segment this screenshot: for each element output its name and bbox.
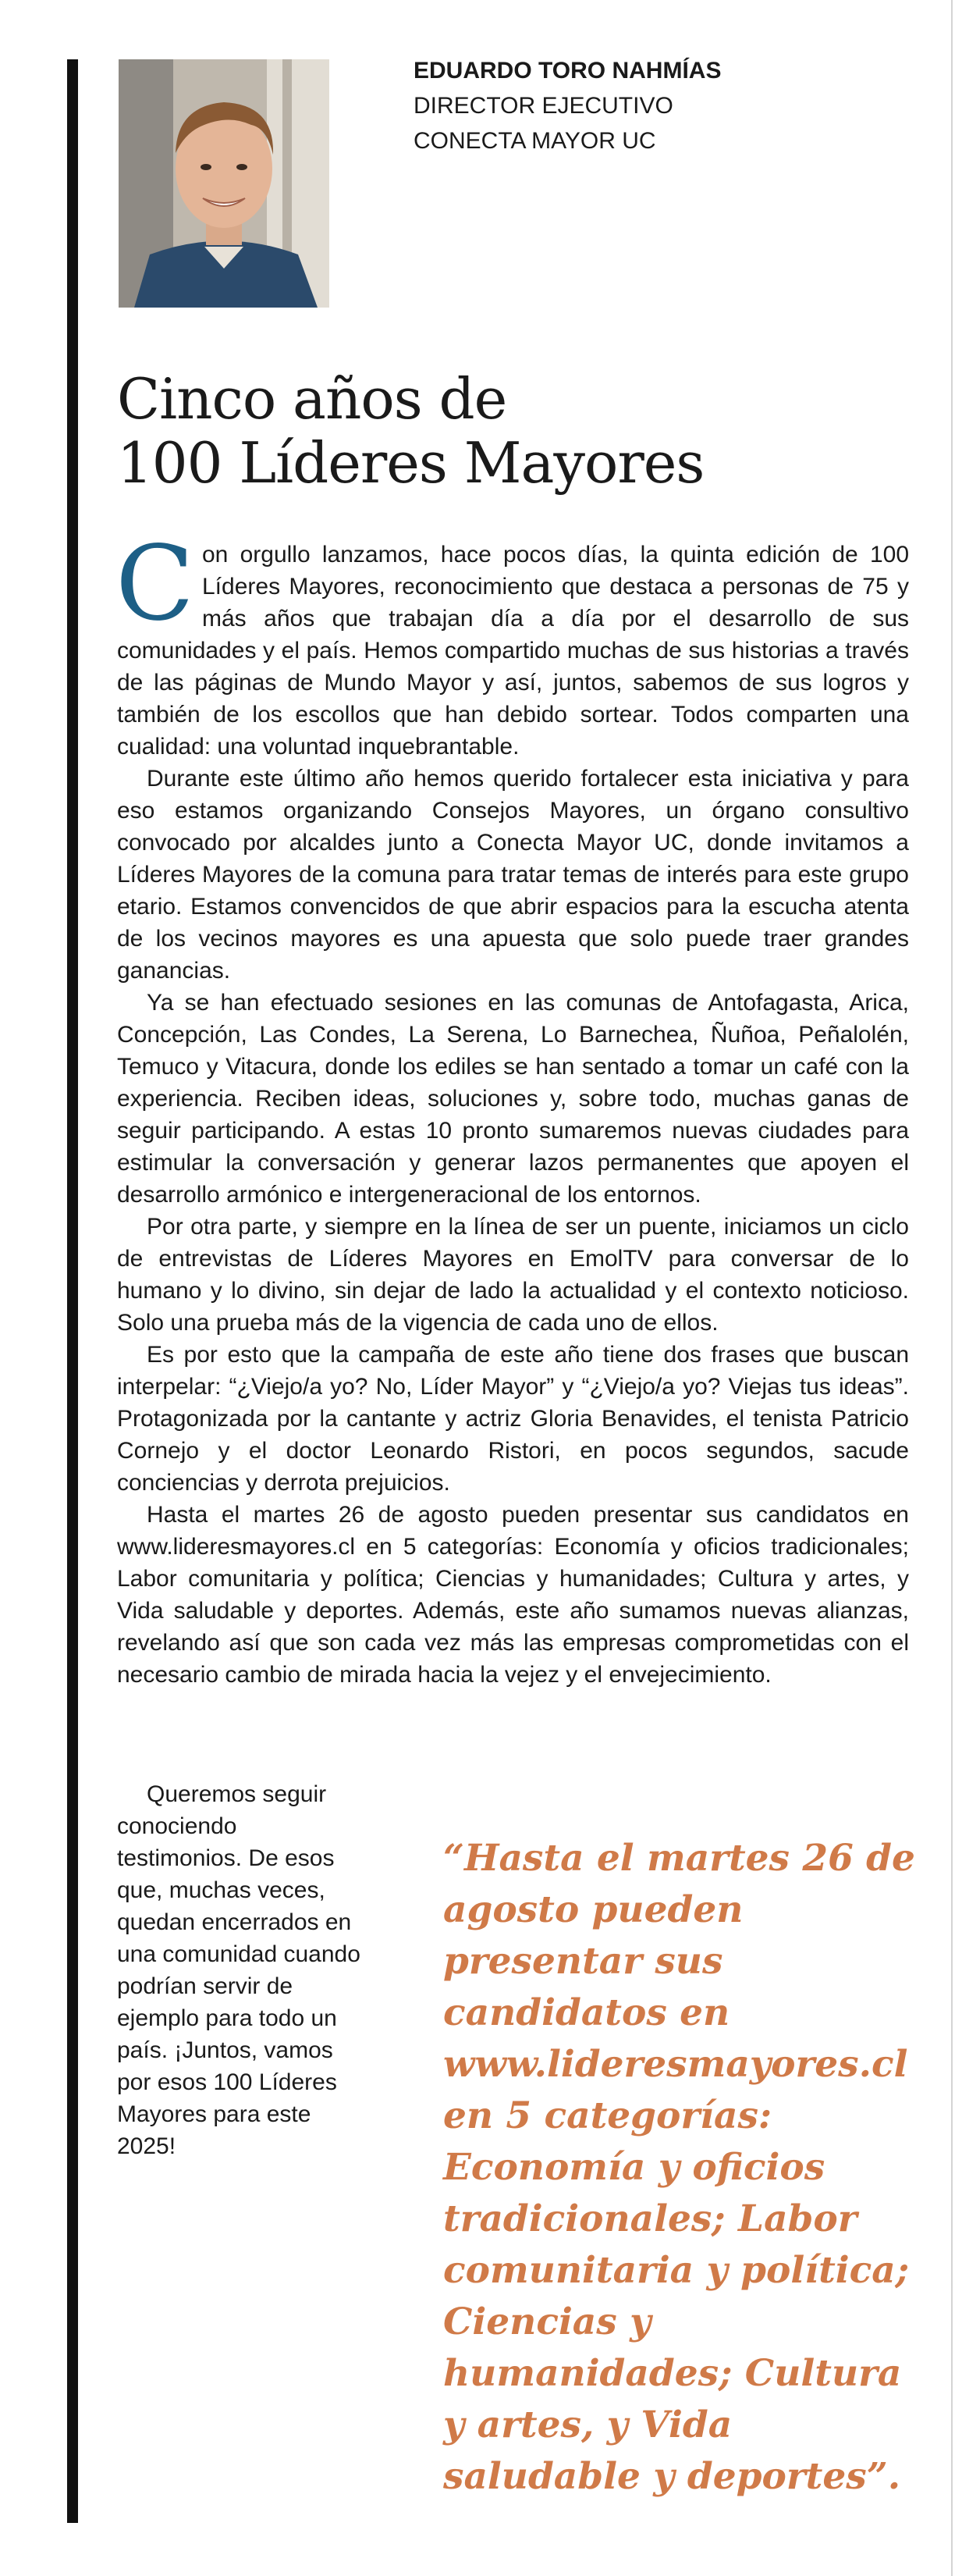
article-paragraph: Hasta el martes 26 de agosto pueden presentar sus candidatos en www.lideresmayores.cl en 5 categorías: Economía y oficios tradicionales; Labor comunitaria y política; Ciencias y humanidades; Cultura y artes, y Vida saludable y deportes. Además, este año sumamos nuevas alianzas, revelando así que son cada vez más las empresas comprometidas con el necesario cambio de mirada hacia la vejez y el envejecimiento. — [117, 1502, 909, 1688]
pull-quote: “Hasta el martes 26 de agosto pueden presentar sus candidatos en www.lideresmayores.cl en 5 categorías: Economía y oficios tradicionales; Labor comunitaria y política; Ciencias y humanidades; Cultura y artes, y Vida saludable y deportes”. — [443, 1837, 915, 2498]
article-body — [115, 524, 909, 1691]
article-paragraph: Con orgullo lanzamos, hace pocos días, la quinta edición de 100 Líderes Mayores, reconocimiento que destaca a personas de 75 y más años que trabajan día a día por el desarrollo de sus comunidades y el país. Hemos compartido muchas de sus historias a través de las páginas de Mundo Mayor y así, juntos, sabemos de sus logros y también de los escollos que han debido sortear. Todos comparten una cualidad: una voluntad inquebrantable. — [115, 524, 909, 760]
article-title-line-1: Cinco años de — [117, 366, 507, 432]
page-edge-line — [951, 0, 953, 2576]
article-title — [117, 367, 897, 495]
author-organization: CONECTA MAYOR UC — [414, 128, 656, 154]
article-title-line-2: 100 Líderes Mayores — [117, 430, 705, 496]
article-paragraph: Es por esto que la campaña de este año tiene dos frases que buscan interpelar: “¿Viejo/a yo? No, Líder Mayor” y “¿Viejo/a yo? Viejas tus ideas”. Protagonizada por la cantante y actriz Gloria Benavides, el tenista Patricio Cornejo y el doctor Leonardo Ristori, en pocos segundos, sacude conciencias y derrota prejuicios. — [117, 1342, 909, 1496]
author-role: DIRECTOR EJECUTIVO — [414, 93, 673, 119]
article-paragraph: Ya se han efectuado sesiones en las comunas de Antofagasta, Arica, Concepción, Las Condes, La Serena, Lo Barnechea, Ñuñoa, Peñalolén, Temuco y Vitacura, donde los ediles se han sentado a tomar un café con la experiencia. Reciben ideas, soluciones y, sobre todo, muchas ganas de seguir participando. A estas 10 pronto sumaremos nuevas ciudades para estimular la conversación y generar lazos permanentes que apoyen el desarrollo armónico e intergeneracional de los entornos. — [117, 990, 909, 1208]
article-paragraph: Durante este último año hemos querido fortalecer esta iniciativa y para eso estamos organizando Consejos Mayores, un órgano consultivo convocado por alcaldes junto a Conecta Mayor UC, donde invitamos a Líderes Mayores de la comuna para tratar temas de interés para este grupo etario. Estamos convencidos de que abrir espacios para la escucha atenta de los vecinos mayores es una apuesta que solo puede traer grandes ganancias. — [117, 766, 909, 984]
left-column-rule — [67, 59, 78, 2523]
closing-paragraph: Queremos seguir conociendo testimonios. De esos que, muchas veces, quedan encerrados en una comunidad cuando podrían servir de ejemplo para todo un país. ¡Juntos, vamos por esos 100 Líderes Mayores para este 2025! — [117, 1781, 360, 2159]
author-byline — [414, 53, 721, 158]
author-name: EDUARDO TORO NAHMÍAS — [414, 58, 722, 84]
article-paragraph: Por otra parte, y siempre en la línea de ser un puente, iniciamos un ciclo de entrevistas de Líderes Mayores en EmolTV para conversar de lo humano y lo divino, sin dejar de lado la actualidad y el contexto noticioso. Solo una prueba más de la vigencia de cada uno de ellos. — [117, 1214, 909, 1336]
author-photo — [119, 59, 329, 308]
drop-cap: C — [115, 524, 194, 644]
